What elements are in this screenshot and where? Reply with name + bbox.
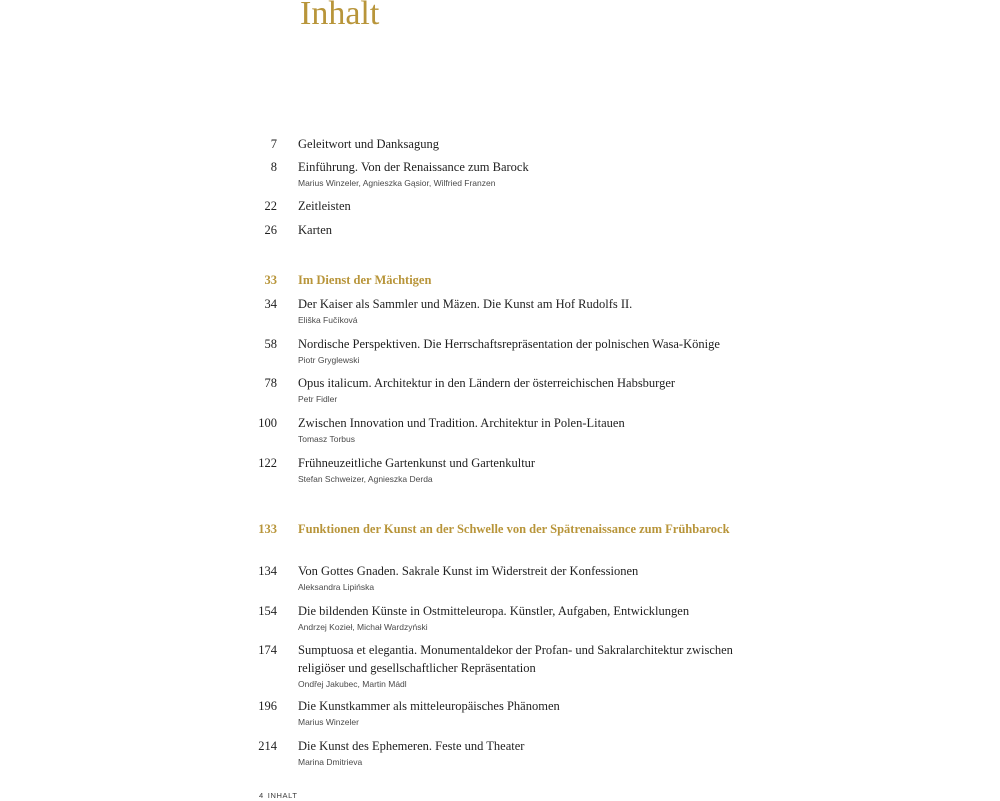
toc-title: Opus italicum. Architektur in den Ländern der österreichischen Habsburger [298,376,676,390]
toc-authors: Petr Fidler [298,394,338,404]
toc-page-number: 133 [258,522,277,536]
toc-title: Karten [298,223,333,237]
toc-authors: Tomasz Torbus [298,434,356,444]
toc-page-number: 7 [270,137,277,151]
toc-page-number: 154 [258,604,277,618]
toc-page-number: 26 [264,223,277,237]
toc-authors: Eliška Fučíková [298,315,358,325]
toc-page-number: 22 [264,199,277,213]
toc-page-number: 174 [258,643,277,657]
toc-title: Von Gottes Gnaden. Sakrale Kunst im Widerstreit der Konfessionen [298,564,639,578]
toc-page-number: 8 [270,160,277,174]
toc-authors: Andrzej Kozieł, Michał Wardzyński [298,622,428,632]
toc-page-number: 34 [264,297,277,311]
toc-page-number: 78 [264,376,277,390]
page-title: Inhalt [300,0,380,32]
toc-title: Funktionen der Kunst an der Schwelle von der Spätrenaissance zum Frühbarock [298,522,730,536]
toc-title: Einführung. Von der Renaissance zum Barock [298,160,529,174]
toc-page-number: 134 [258,564,277,578]
toc-page-number: 122 [258,456,277,470]
toc-title: Die bildenden Künste in Ostmitteleuropa. Künstler, Aufgaben, Entwicklungen [298,604,690,618]
toc-title: Der Kaiser als Sammler und Mäzen. Die Kunst am Hof Rudolfs II. [298,297,633,311]
toc-page-number: 214 [258,739,277,753]
toc-title: Frühneuzeitliche Gartenkunst und Gartenkultur [298,456,536,470]
toc-title: Zwischen Innovation und Tradition. Architektur in Polen-Litauen [298,416,625,430]
toc-authors: Marius Winzeler, Agnieszka Gąsior, Wilfried Franzen [298,178,496,188]
toc-authors: Marius Winzeler [298,717,359,727]
toc-authors: Stefan Schweizer, Agnieszka Derda [298,474,433,484]
toc-title: Die Kunstkammer als mitteleuropäisches Phänomen [298,699,560,713]
footer-label: INHALT [267,791,298,800]
toc-page-number: 196 [258,699,277,713]
toc-title: Sumptuosa et elegantia. Monumentaldekor der Profan- und Sakralarchitektur zwischen religiöser und gesellschaftlicher Repräsentation [298,643,733,675]
toc-page-number: 100 [258,416,277,430]
toc-title: Im Dienst der Mächtigen [298,273,432,287]
toc-title: Die Kunst des Ephemeren. Feste und Theater [298,739,525,753]
toc-authors: Piotr Gryglewski [298,355,360,365]
toc-title: Nordische Perspektiven. Die Herrschaftsrepräsentation der polnischen Wasa-Könige [298,337,720,351]
toc-title: Geleitwort und Danksagung [298,137,439,151]
footer-page-number: 4 [259,791,264,800]
toc-title: Zeitleisten [298,199,351,213]
toc-page-number: 58 [264,337,277,351]
toc-authors: Ondřej Jakubec, Martin Mádl [298,679,407,689]
toc-page-number: 33 [264,273,277,287]
toc-authors: Aleksandra Lipińska [298,582,375,592]
toc-authors: Marina Dmitrieva [298,757,363,767]
